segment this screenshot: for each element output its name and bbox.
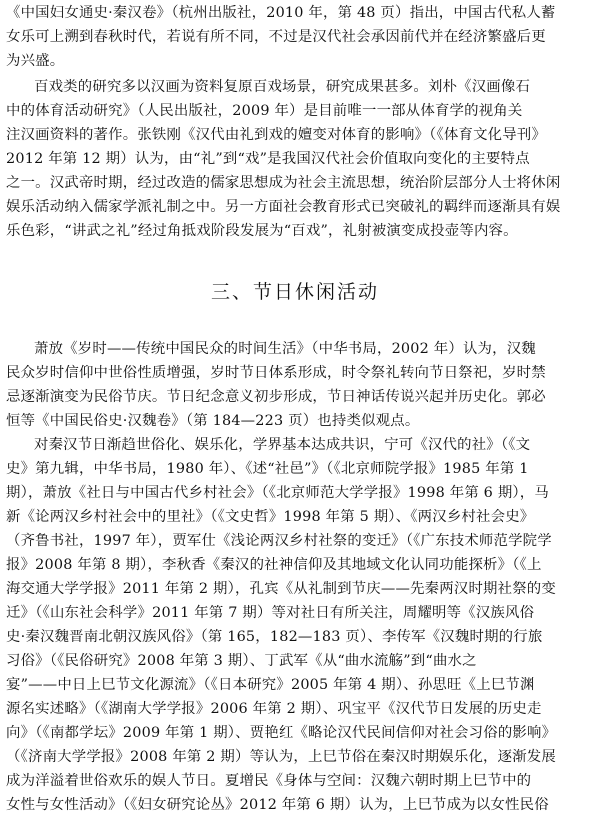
paragraph-line: 注汉画资料的著作。张铁刚《汉代由礼到戏的嬗变对体育的影响》（《体育文化导刊》 <box>6 127 547 143</box>
paragraph-line: 新《论两汉乡村社会中的里社》（《文史哲》1998 年第 5 期）、《两汉乡村社会史》 <box>6 509 535 525</box>
paragraph-line: 报》2008 年第 8 期），李秋香《秦汉的社神信仰及其地域文化认同功能探析》（《上 <box>6 557 542 573</box>
paragraph-line: 《中国妇女通史·秦汉卷》（杭州出版社，2010 年，第 48 页）指出，中国古代私人蓄 <box>6 5 556 21</box>
paragraph-line: 民众岁时信仰中世俗性质增强，岁时节日体系形成，时令祭礼转向节日祭祀，岁时禁 <box>6 365 546 381</box>
paragraph-line: 史》第九辑，中华书局，1980 年）、《述“社邑”》（《北京师院学报》1985 年第 1 <box>6 461 529 477</box>
paragraph-line: 宴”——中日上巳节文化源流》（《日本研究》2005 年第 4 期）、孙思旺《上巳节渊 <box>6 677 535 693</box>
paragraph-line: 2012 年第 12 期）认为，由“礼”到“戏”是我国汉代社会价值取向变化的主要特点 <box>6 151 530 167</box>
paragraph-line: （齐鲁书社，1997 年），贾军仕《浅论两汉乡村社祭的变迁》（《广东技术师范学院学 <box>6 533 552 549</box>
paragraph-line: 成为洋溢着世俗欢乐的娱人节日。夏增民《身体与空间：汉魏六朝时期上巳节中的 <box>6 773 532 789</box>
paragraph-line: 女乐可上溯到春秋时代，若说有所不同，不过是汉代社会承因前代并在经济繁盛后更 <box>6 29 546 45</box>
paragraph-line: 海交通大学学报》2011 年第 2 期），孔宾《从礼制到节庆——先秦两汉时期社祭的变 <box>6 581 556 597</box>
paragraph-line: 对秦汉节日渐趋世俗化、娱乐化，学界基本达成共识，宁可《汉代的社》（《文 <box>34 437 531 453</box>
paragraph-line: 百戏类的研究多以汉画为资料复原百戏场景，研究成果甚多。刘朴《汉画像石 <box>34 79 531 95</box>
paragraph-line: 期），萧放《社日与中国古代乡村社会》（《北京师范大学学报》1998 年第 6 期），马 <box>6 485 549 501</box>
paragraph-line: 史·秦汉魏晋南北朝汉族风俗》（第 165，182—183 页）、李传军《汉魏时期的行旅 <box>6 629 543 645</box>
paragraph-line: 恒等《中国民俗史·汉魏卷》（第 184—223 页）也持类似观点。 <box>6 413 420 429</box>
paragraph-line: （《济南大学学报》2008 年第 2 期）等认为，上巳节俗在秦汉时期娱乐化，逐渐发展 <box>6 749 556 765</box>
paragraph-line: 为兴盛。 <box>6 53 65 69</box>
paragraph-line: 娱乐活动纳入儒家学派礼制之中。另一方面社会教育形式已突破礼的羁绊而逐渐具有娱 <box>6 199 561 215</box>
paragraph-line: 向》（《南都学坛》2009 年第 1 期）、贾艳红《略论汉代民间信仰对社会习俗的影响》 <box>6 725 557 741</box>
paragraph-line: 女性与女性活动》（《妇女研究论丛》2012 年第 6 期）认为，上巳节成为以女性民俗 <box>6 797 549 813</box>
paragraph-line: 之一。汉武帝时期，经过改造的儒家思想成为社会主流思想，统治阶层部分人士将休闲 <box>6 175 561 191</box>
paragraph-line: 源名实述略》（《湖南大学学报》2006 年第 2 期）、巩宝平《汉代节日发展的历史走 <box>6 701 542 717</box>
section-heading: 三、节日休闲活动 <box>210 281 379 303</box>
paragraph-line: 习俗》（《民俗研究》2008 年第 3 期）、丁武军《从“曲水流觞”到“曲水之 <box>6 653 477 669</box>
paragraph-line: 萧放《岁时——传统中国民众的时间生活》（中华书局，2002 年）认为，汉魏 <box>34 341 536 357</box>
paragraph-line: 迁》（《山东社会科学》2011 年第 7 期）等对社日有所关注，周耀明等《汉族风俗 <box>6 605 535 621</box>
paragraph-line: 中的体育活动研究》（人民出版社，2009 年）是目前唯一一部从体育学的视角关 <box>6 103 523 119</box>
paragraph-line: 乐色彩，“讲武之礼”经过角抵戏阶段发展为“百戏”，礼射被演变成投壶等内容。 <box>6 223 518 239</box>
paragraph-line: 忌逐渐演变为民俗节庆。节日纪念意义初步形成，节日神话传说兴起并历史化。郭必 <box>6 389 546 405</box>
